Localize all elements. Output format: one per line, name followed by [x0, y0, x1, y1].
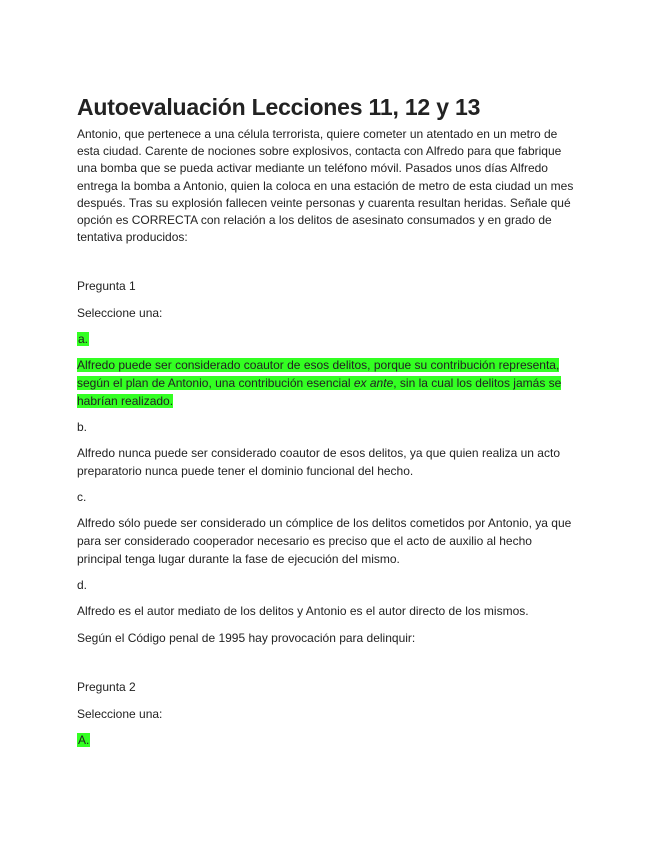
option-a-text-part2: , sin la cual los delitos jamás se habrían realizado.	[77, 376, 562, 409]
question-2-select-label: Seleccione una:	[77, 707, 163, 722]
option-b-letter: b.	[77, 420, 88, 435]
document-page	[77, 90, 577, 749]
question-1-label: Pregunta 1	[77, 279, 136, 294]
option-c-letter: c.	[77, 490, 87, 505]
question-2-statement: Según el Código penal de 1995 hay provocación para delinquir:	[77, 631, 416, 646]
option-c-text: Alfredo sólo puede ser considerado un cómplice de los delitos cometidos por Antonio, ya que para ser considerado cooperador necesario es preciso que el acto de auxilio al hecho principal tenga lugar durante la fase de ejecución del mismo.	[77, 516, 572, 567]
option-a-text-italic: ex ante	[353, 376, 394, 391]
option-a-letter	[77, 330, 577, 348]
question-2-label: Pregunta 2	[77, 680, 136, 695]
option-a-letter-highlight: a.	[78, 332, 89, 347]
option-a-text-part1: Alfredo puede ser considerado coautor de esos delitos, porque su contribución representa, según el plan de Antonio, una contribución esencial	[77, 358, 560, 391]
option-b-text: Alfredo nunca puede ser considerado coautor de esos delitos, ya que quien realiza un acto preparatorio nunca puede tener el dominio funcional del hecho.	[77, 446, 560, 479]
option-a-text	[77, 356, 577, 410]
page-title: Autoevaluación Lecciones 11, 12 y 13	[77, 94, 481, 120]
question-2-option-a-highlight: A.	[78, 733, 90, 748]
question-2-option-a-letter	[77, 731, 577, 749]
option-d-text: Alfredo es el autor mediato de los delitos y Antonio es el autor directo de los mismos.	[77, 604, 529, 619]
option-d-letter: d.	[77, 578, 88, 593]
option-a-highlight	[77, 358, 561, 408]
question-1-statement: Antonio, que pertenece a una célula terrorista, quiere cometer un atentado en un metro de esta ciudad. Carente de nociones sobre explosivos, contacta con Alfredo para que fabrique una bomba que se pueda activar mediante un teléfono móvil. Pasados unos días Alfredo entrega la bomba a Antonio, quien la coloca en una estación de metro de esta ciudad un mes después. Tras su explosión fallecen veinte personas y cuarenta resultan heridas. Señale qué opción es CORRECTA con relación a los delitos de asesinato consumados y en grado de tentativa producidos:	[77, 127, 574, 245]
question-1-select-label: Seleccione una:	[77, 306, 163, 321]
